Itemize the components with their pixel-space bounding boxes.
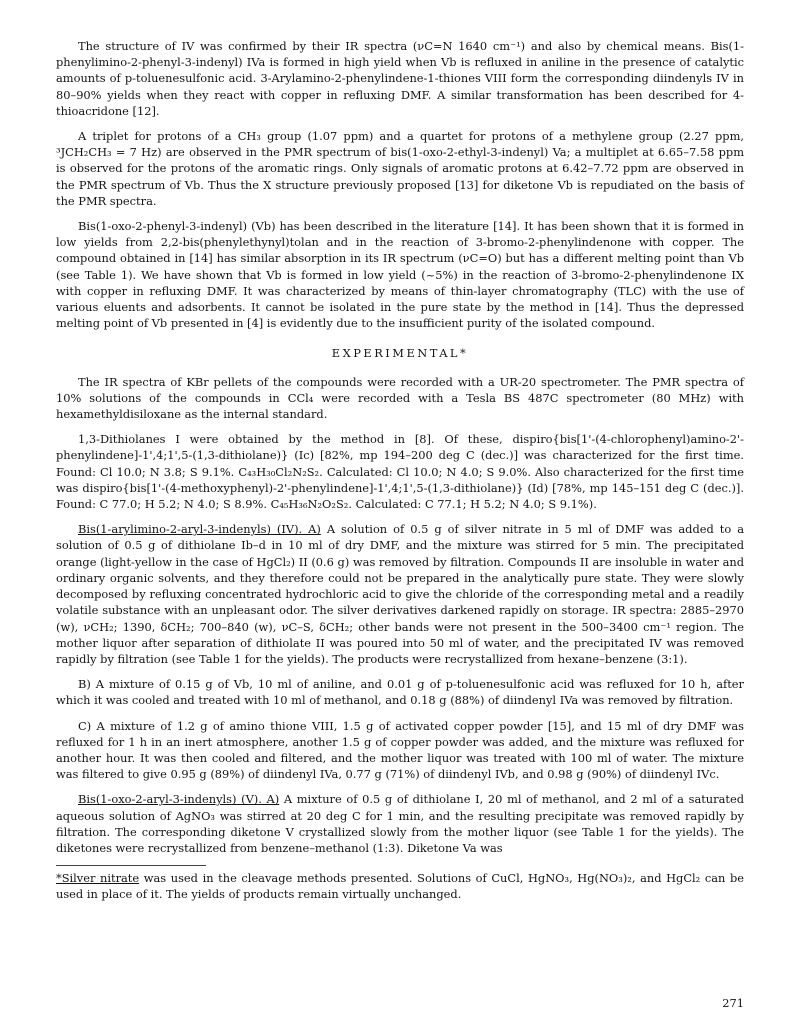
paragraph-structure-confirmation: The structure of IV was confirmed by their IR spectra (νC=N 1640 cm⁻¹) and also by chemical means. Bis(1-phenylimino-2-phenyl-3-indenyl) IVa is formed in high yield when Vb is refluxed in aniline in the presence of catalytic amounts of p-toluenesulfonic acid. 3-Arylamino-2-phenylindene-1-thiones VIII form the corresponding diindenyls IV in 80–90% yields when they react with copper in refluxing DMF. A similar transformation has been described for 4-thioacridone [12]. <box>56 39 744 118</box>
paragraph-method-v <box>56 791 744 856</box>
paragraph-dithiolanes: 1,3-Dithiolanes I were obtained by the method in [8]. Of these, dispiro{bis[1'-(4-chlorophenyl)amino-2'-phenylindene]-1',4;1',5-(1,3-dithiolane)} (Ic) [82%, mp 194–200 deg C (dec.)] was characterized for the first time. Found: Cl 10.0; N 3.8; S 9.1%. C₄₃H₃₀Cl₂N₂S₂. Calculated: Cl 10.0; N 4.0; S 9.0%. Also characterized for the first time was dispiro{bis[1'-(4-methoxyphenyl)-2'-phenylindene]-1',4;1',5-(1,3-dithiolane)} (Id) [78%, mp 145–151 deg C (dec.)]. Found: C 77.0; H 5.2; N 4.0; S 8.9%. C₄₅H₃₆N₂O₂S₂. Calculated: C 77.1; H 5.2; N 4.0; S 9.1%). <box>56 432 744 512</box>
footnote-divider <box>56 865 206 866</box>
paragraph-pmr-spectra: A triplet for protons of a CH₃ group (1.07 ppm) and a quartet for protons of a methylene group (2.27 ppm, ³JCH₂CH₃ = 7 Hz) are observed in the PMR spectrum of bis(1-oxo-2-ethyl-3-indenyl) Va; a multiplet at 6.65–7.58 ppm is observed for the protons of the aromatic rings. Only signals of aromatic protons at 6.42–7.72 ppm are observed in the PMR spectrum of Vb. Thus the X structure previously proposed [13] for diketone Vb is repudiated on the basis of the PMR spectra. <box>56 129 744 208</box>
paragraph-method-iv <box>56 521 744 667</box>
footnote-text: was used in the cleavage methods presented. Solutions of CuCl, HgNO₃, Hg(NO₃)₂, and HgCl₂ can be used in place of it. The yields of products remain virtually unchanged. <box>56 871 745 902</box>
paragraph-literature-vb: Bis(1-oxo-2-phenyl-3-indenyl) (Vb) has been described in the literature [14]. It has been shown that it is formed in low yields from 2,2-bis(phenylethynyl)tolan and in the reaction of 3-bromo-2-phenylindenone with copper. The compound obtained in [14] has similar absorption in its IR spectrum (νC=O) but has a different melting point than Vb (see Table 1). We have shown that Vb is formed in low yield (~5%) in the reaction of 3-bromo-2-phenylindenone IX with copper in refluxing DMF. It was characterized by means of thin-layer chromatography (TLC) with the use of various eluents and adsorbents. It cannot be isolated in the pure state by the method in [14]. Thus the depressed melting point of Vb presented in [4] is evidently due to the insufficient purity of the isolated compound. <box>56 219 744 331</box>
paragraph-method-c: C) A mixture of 1.2 g of amino thione VIII, 1.5 g of activated copper powder [15], and 15 ml of dry DMF was refluxed for 1 h in an inert atmosphere, another 1.5 g of copper powder was added, and the mixture was refluxed for another hour. It was then cooled and filtered, and the mother liquor was treated with 100 ml of water. The mixture was filtered to give 0.95 g (89%) of diindenyl IVa, 0.77 g (71%) of diindenyl IVb, and 0.98 g (90%) of diindenyl IVc. <box>56 718 744 782</box>
page-number: 271 <box>722 996 744 1010</box>
article-page <box>56 38 744 903</box>
footnote <box>56 870 744 902</box>
section-heading-experimental: EXPERIMENTAL* <box>331 346 469 361</box>
paragraph-method-b: B) A mixture of 0.15 g of Vb, 10 ml of aniline, and 0.01 g of p-toluenesulfonic acid was refluxed for 10 h, after which it was cooled and treated with 10 ml of methanol, and 0.18 g (88%) of diindenyl IVa was removed by filtration. <box>56 677 744 708</box>
method-iv-heading: Bis(1-arylimino-2-aryl-3-indenyls) (IV). A) <box>78 522 321 537</box>
method-v-heading: Bis(1-oxo-2-aryl-3-indenyls) (V). A) <box>78 792 280 807</box>
method-iv-text: A solution of 0.5 g of silver nitrate in 5 ml of DMF was added to a solution of 0.5 g of dithiolane Ib–d in 10 ml of dry DMF, and the mixture was stirred for 5 min. The precipitated orange (light-yellow in the case of HgCl₂) II (0.6 g) was removed by filtration. Compounds II are insoluble in water and ordinary organic solvents, and they therefore could not be prepared in the analytically pure state. They were slowly decomposed by refluxing concentrated hydrochloric acid to give the chloride of the corresponding metal and a readily volatile substance with an unpleasant odor. The silver derivatives darkened rapidly on storage. IR spectra: 2885–2970 (w), νCH₂; 1390, δCH₂; 700–840 (w), νC–S, δCH₂; other bands were not present in the 500–3400 cm⁻¹ region. The mother liquor after separation of dithiolate II was poured into 50 ml of water, and the precipitated IV was removed rapidly by filtration (see Table 1 for the yields). The products were recrystallized from hexane–benzene (3:1). <box>56 522 744 666</box>
method-v-text: A mixture of 0.5 g of dithiolane I, 20 ml of methanol, and 2 ml of a saturated aqueous solution of AgNO₃ was stirred at 20 deg C for 1 min, and the resulting precipitate was removed rapidly by filtration. The corresponding diketone V crystallized slowly from the mother liquor (see Table 1 for the yields). The diketones were recrystallized from benzene–methanol (1:3). Diketone Va was <box>56 792 744 855</box>
paragraph-instruments: The IR spectra of KBr pellets of the compounds were recorded with a UR-20 spectrometer. The PMR spectra of 10% solutions of the compounds in CCl₄ were recorded with a Tesla BS 487C spectrometer (80 MHz) with hexamethyldisiloxane as the internal standard. <box>56 374 744 422</box>
footnote-heading: *Silver nitrate <box>56 871 140 886</box>
